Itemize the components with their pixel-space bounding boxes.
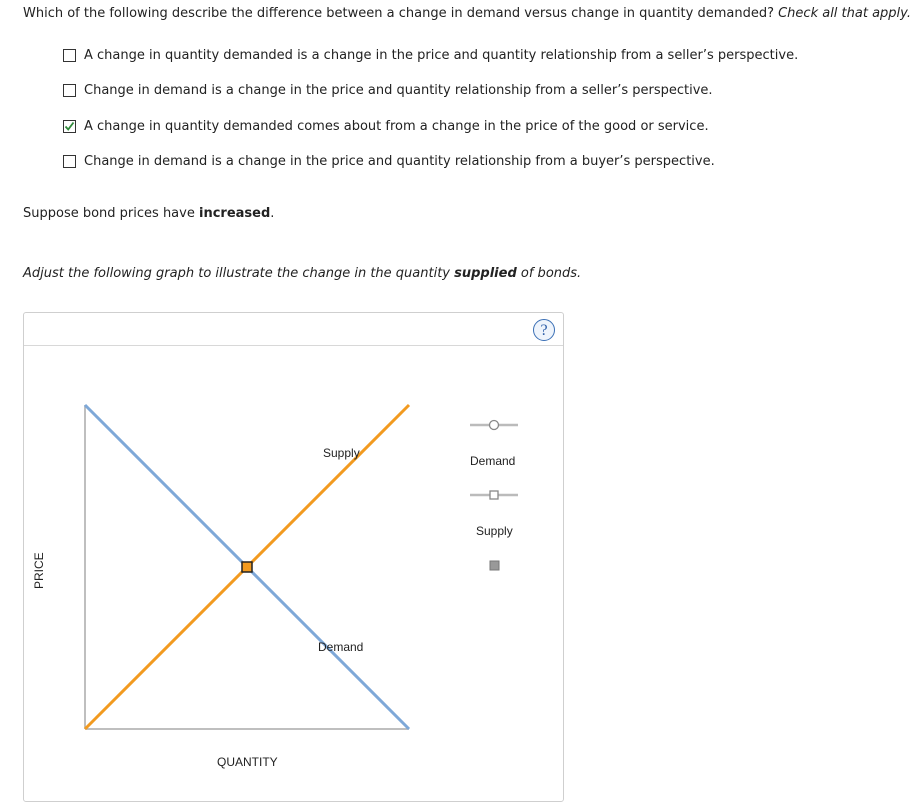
question-2-bold: increased — [198, 206, 271, 221]
option-2-label: Change in demand is a change in the price and quantity relationship from a seller’s perspective. — [84, 83, 713, 98]
help-icon[interactable]: ? — [533, 319, 555, 341]
question-1-text — [23, 6, 911, 21]
option-1-checkbox[interactable] — [63, 49, 76, 62]
checkmark-icon — [63, 120, 76, 133]
question-3-prefix: Adjust the following graph to illustrate the change in the quantity — [23, 266, 455, 281]
palette-point-tool-icon[interactable] — [490, 561, 499, 570]
x-axis-label: QUANTITY — [217, 755, 278, 769]
option-4-checkbox[interactable] — [63, 155, 76, 168]
palette-supply-tool[interactable] — [470, 491, 518, 499]
question-2-prefix: Suppose bond prices have — [23, 206, 199, 221]
option-1[interactable] — [63, 45, 798, 65]
option-3[interactable] — [63, 116, 798, 136]
equilibrium-point[interactable] — [242, 562, 252, 572]
palette-demand-label: Demand — [470, 454, 516, 468]
question-3-text — [23, 266, 581, 281]
option-4-label: Change in demand is a change in the price and quantity relationship from a buyer’s perspective. — [84, 154, 715, 169]
circle-icon — [490, 421, 499, 430]
option-3-checkbox[interactable] — [63, 120, 76, 133]
option-2[interactable] — [63, 81, 798, 101]
option-1-label: A change in quantity demanded is a change in the price and quantity relationship from a seller’s perspective. — [84, 47, 799, 63]
palette-demand-tool[interactable] — [470, 421, 518, 430]
question-3-bold: supplied — [454, 266, 517, 281]
demand-curve-label: Demand — [318, 640, 364, 654]
graph-panel — [23, 312, 564, 802]
question-1-instruction: Check all that apply. — [778, 6, 911, 21]
question-3-suffix: of bonds. — [516, 266, 582, 281]
question-2-text — [23, 206, 274, 221]
palette-supply-label: Supply — [476, 524, 513, 538]
option-4[interactable] — [63, 152, 798, 172]
question-2-suffix: . — [270, 206, 275, 221]
option-2-checkbox[interactable] — [63, 84, 76, 97]
supply-curve-label: Supply — [323, 446, 360, 460]
square-icon — [490, 491, 498, 499]
supply-demand-graph[interactable] — [24, 313, 563, 801]
option-3-label: A change in quantity demanded comes about from a change in the price of the good or service. — [84, 118, 709, 134]
y-axis-label: PRICE — [32, 552, 46, 589]
answer-options — [63, 45, 798, 187]
question-1-prompt: Which of the following describe the difference between a change in demand versus change in quantity demanded? — [23, 6, 779, 21]
